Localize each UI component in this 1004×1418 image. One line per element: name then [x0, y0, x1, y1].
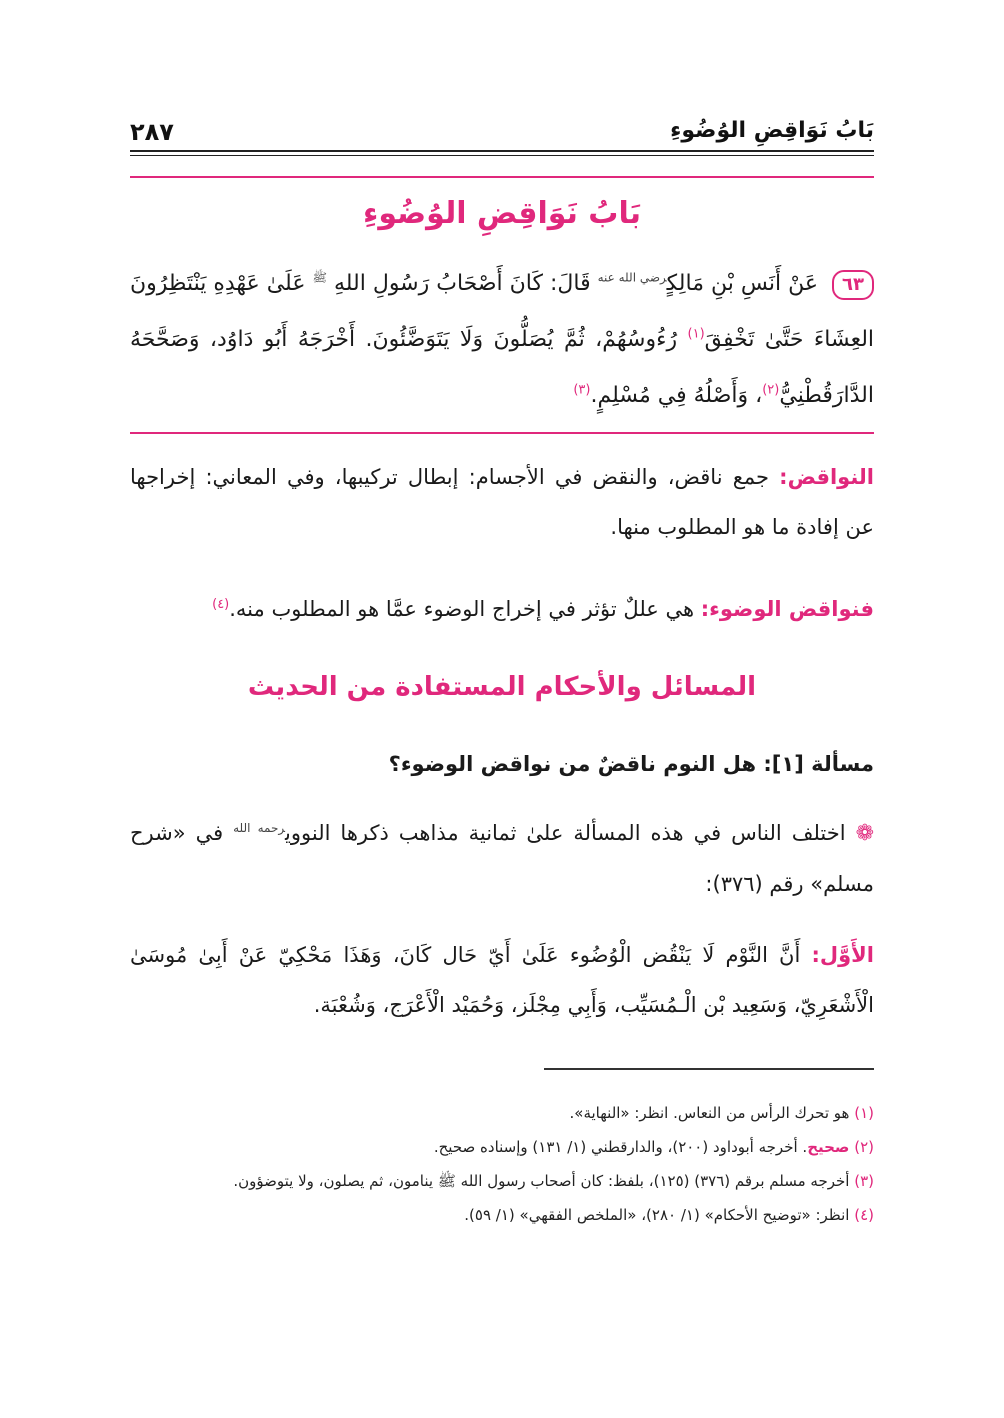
- hadith-part-3: عَلَىٰ عَهْدِهِ يَنْتَظِرُونَ العِشَاءَ حَتَّىٰ تَخْفِقَ: [130, 271, 875, 352]
- header-rule-thin: [130, 155, 874, 156]
- footnote-ref-2[interactable]: (٢): [762, 382, 780, 398]
- hadith-part-5: ، وَأَصْلُهُ فِي مُسْلِمٍ.: [590, 383, 763, 408]
- first-opinion-label: الأَوَّل:: [811, 943, 874, 967]
- footnote-ref-4[interactable]: (٤): [212, 597, 230, 612]
- running-header: [130, 118, 874, 152]
- footnote-4: [130, 1198, 874, 1232]
- footnote-text: . أخرجه أبوداود (٢٠٠)، والدارقطني (١/ ١٣١) وإسناده صحيح.: [433, 1138, 808, 1156]
- footnote-number: (٤): [854, 1206, 874, 1224]
- flower-ornament-icon: ❁: [855, 821, 874, 846]
- footnote-text: هو تحرك الرأس من النعاس. انظر: «النهاية».: [569, 1104, 855, 1122]
- footnote-text: أخرجه مسلم برقم (٣٧٦) (١٢٥)، بلفظ: كان أصحاب رسول الله ﷺ ينامون، ثم يصلون، ولا يتوضؤون.: [233, 1172, 855, 1190]
- footnote-number: (٢): [854, 1138, 874, 1156]
- term-nawaqid: النواقض:: [779, 465, 874, 489]
- footnote-number: (١): [854, 1104, 874, 1122]
- section-title: المسائل والأحكام المستفادة من الحديث: [247, 672, 757, 702]
- hadith-part-1: عَنْ أَنَسِ بْنِ مَالِكٍ: [666, 271, 819, 296]
- definition-nawaqid: [130, 452, 874, 552]
- honorific-radiallahu: رضي الله عنه: [597, 270, 667, 285]
- honorific-salla: ﷺ: [312, 270, 327, 285]
- footnote-text: انظر: «توضيح الأحكام» (١/ ٢٨٠)، «الملخص الفقهي» (١/ ٥٩).: [464, 1206, 855, 1224]
- hadith-part-2: قَالَ: كَانَ أَصْحَابُ رَسُولِ اللهِ: [326, 271, 598, 296]
- hadith-rule-bottom: [130, 432, 874, 434]
- ikhtilaf-text-1: اختلف الناس في هذه المسألة علىٰ ثمانية مذاهب ذكرها النووي: [285, 821, 846, 845]
- footnote-3: [130, 1164, 874, 1198]
- chapter-rule-top: [130, 176, 874, 178]
- definition-text-2: هي عللٌ تؤثر في إخراج الوضوء عمَّا هو المطلوب منه.: [229, 597, 701, 621]
- header-rule: [130, 150, 874, 152]
- hadith-part-4: رُءُوسُهُمْ، ثُمَّ يُصَلُّونَ وَلَا يَتَوَضَّئُونَ. أَخْرَجَهُ أَبُو دَاوُد، وَصَحَّحَهُ الدَّارَقُطْنِيُّ: [130, 327, 874, 408]
- first-opinion: [130, 930, 874, 1030]
- hadith-text: [130, 256, 874, 424]
- masala-question: هل النوم ناقضٌ من نواقض الوضوء؟: [388, 752, 764, 776]
- honorific-rahimahullah: رحمه الله: [233, 821, 286, 835]
- footnote-separator: [544, 1068, 874, 1070]
- term-nawaqid-wudu: فنواقض الوضوء:: [700, 597, 874, 621]
- footnote-ref-3[interactable]: (٣): [573, 382, 591, 398]
- footnote-grade: صحيح: [807, 1138, 850, 1156]
- ikhtilaf-paragraph: [130, 808, 874, 909]
- page-number: ٢٨٧: [130, 118, 174, 146]
- footnote-2: [130, 1130, 874, 1164]
- footnote-number: (٣): [854, 1172, 874, 1190]
- definition-nawaqid-wudu: [130, 584, 874, 634]
- running-title: بَابُ نَوَاقِضِ الوُضُوءِ: [670, 118, 874, 143]
- masala-heading: [130, 752, 874, 776]
- definition-text-1: جمع ناقض، والنقض في الأجسام: إبطال تركيبها، وفي المعاني: إخراجها عن إفادة ما هو المطلوب منها.: [130, 465, 874, 539]
- first-opinion-text: أَنَّ النَّوْم لَا يَنْقُض الْوُضُوء عَلَىٰ أَيّ حَال كَانَ، وَهَذَا مَحْكِيّ عَنْ أَبِىٰ مُوسَىٰ الْأَشْعَرِيّ، وَسَعِيد بْن الْـمُسَيِّب، وَأَبِي مِجْلَز، وَحُمَيْد الْأَعْرَج، وَشُعْبَة.: [130, 943, 874, 1017]
- ikhtilaf-text-2: في «شرح مسلم» رقم (٣٧٦):: [130, 821, 874, 896]
- footnote-1: [130, 1096, 874, 1130]
- hadith-number: ٦٣: [832, 270, 874, 300]
- masala-label: مسألة [١]:: [763, 752, 874, 776]
- chapter-title: بَابُ نَوَاقِضِ الوُضُوءِ: [363, 196, 641, 231]
- footnote-ref-1[interactable]: (١): [687, 326, 705, 342]
- footnotes: [130, 1096, 874, 1232]
